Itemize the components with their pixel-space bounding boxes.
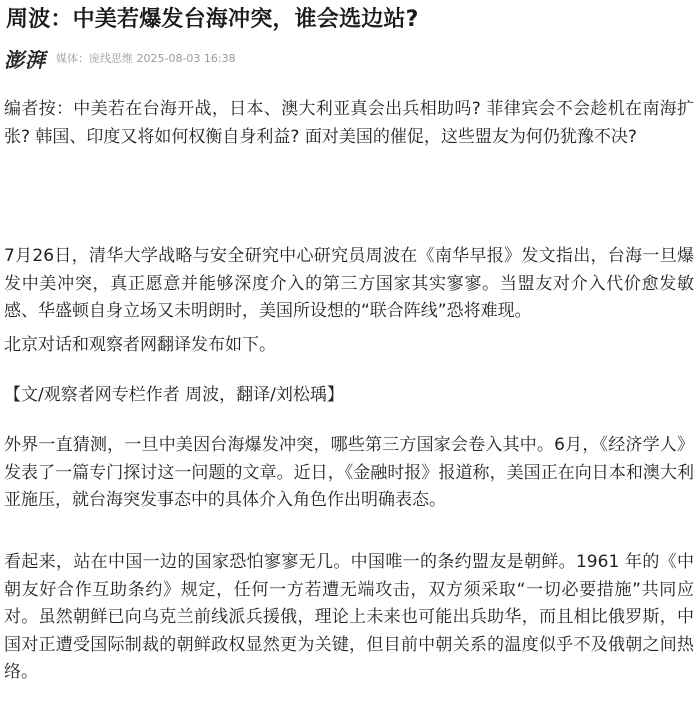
article-title: 周波：中美若爆发台海冲突，谁会选边站?: [6, 7, 419, 32]
byline-paragraph: 【文/观察者网专栏作者 周波，翻译/刘松瑀】: [4, 385, 344, 405]
article-meta-text: [56, 50, 236, 66]
body-paragraph: 7月26日，清华大学战略与安全研究中心研究员周波在《南华早报》发文指出，台海一旦爆发中美冲突，真正愿意并能够深度介入的第三方国家其实寥寥。当盟友对介入代价愈发敏感、华盛顿自身立场又未明朗时，美国所设想的“联合阵线”恐将难现。: [4, 246, 694, 321]
publish-datetime: 2025-08-03 16:38: [136, 52, 236, 65]
body-paragraph: 北京对话和观察者网翻译发布如下。: [4, 335, 276, 355]
body-paragraph: 看起来，站在中国一边的国家恐怕寥寥无几。中国唯一的条约盟友是朝鲜。1961 年的《中朝友好合作互助条约》规定，任何一方若遭无端攻击，双方须采取“一切必要措施”共同应对。虽然朝鲜已向乌克兰前线派兵援俄，理论上未来也可能出兵助华，而且相比俄罗斯，中国对正遭受国际制裁的朝鲜政权显然更为关键，但目前中朝关系的温度似乎不及俄朝之间热络。: [4, 552, 694, 682]
editor-note-paragraph: 编者按：中美若在台海开战，日本、澳大利亚真会出兵相助吗? 菲律宾会不会趁机在南海扩张? 韩国、印度又将如何权衡自身利益? 面对美国的催促，这些盟友为何仍犹豫不决?: [4, 99, 694, 147]
body-paragraph: 外界一直猜测，一旦中美因台海爆发冲突，哪些第三方国家会卷入其中。6月，《经济学人》发表了一篇专门探讨这一问题的文章。近日，《金融时报》报道称，美国正在向日本和澳大利亚施压，就台海突发事态中的具体介入角色作出明确表态。: [4, 435, 694, 510]
media-source[interactable]: 媒体：庞线思维: [56, 52, 133, 65]
article-meta: [3, 46, 236, 72]
media-logo[interactable]: 澎湃: [3, 47, 51, 72]
